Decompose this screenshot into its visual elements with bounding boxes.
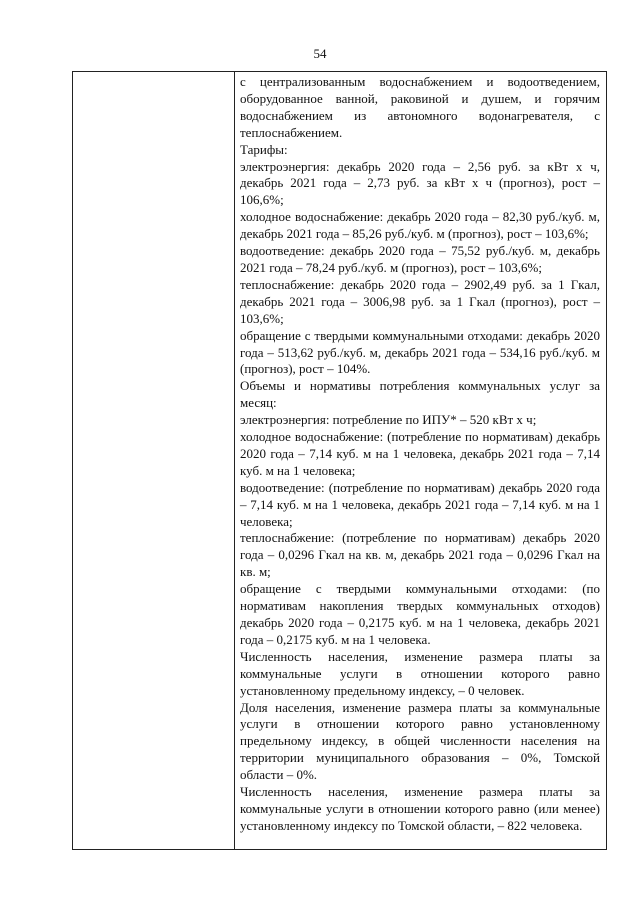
table-right-column [240,74,600,835]
paragraph-volume-cold-water: холодное водоснабжение: (потребление по нормативам) декабрь 2020 года – 7,14 куб. м на 1 человека, декабрь 2021 года – 7,14 куб. м на 1 человека; [240,429,600,478]
paragraph-volume-sewerage: водоотведение: (потребление по нормативам) декабрь 2020 года – 7,14 куб. м на 1 человека, декабрь 2021 года – 7,14 куб. м на 1 человека; [240,479,600,529]
paragraph-tariffs-heading: Тарифы: [240,141,288,157]
paragraph-tariff-heating: теплоснабжение: декабрь 2020 года – 2902,49 руб. за 1 Гкал, декабрь 2021 года – 3006,98 руб. за 1 Гкал (прогноз), рост – 103,6%; [240,276,600,326]
paragraph-tariff-cold-water: холодное водоснабжение: декабрь 2020 года – 82,30 руб./куб. м, декабрь 2021 года – 85,26 руб./куб. м (прогноз), рост – 103,6%; [240,209,600,242]
document-table [72,71,607,850]
paragraph-tariff-solid-waste: обращение с твердыми коммунальными отходами: декабрь 2020 года – 513,62 руб./куб. м, декабрь 2021 года – 534,16 руб./куб. м (прогноз), рост – 104%. [240,327,600,377]
table-left-column [73,72,235,849]
paragraph-volume-solid-waste: обращение с твердыми коммунальными отходами: (по нормативам накопления твердых коммунальных отходов) декабрь 2020 года – 0,2175 куб. м на 1 человека, декабрь 2021 года – 0,2175 куб. м на 1 человека. [240,581,600,647]
paragraph-tariff-electricity: электроэнергия: декабрь 2020 года – 2,56 руб. за кВт х ч, декабрь 2021 года – 2,73 руб. за кВт х ч (прогноз), рост – 106,6%; [240,158,600,208]
paragraph-supply-description: с централизованным водоснабжением и водоотведением, оборудованное ванной, раковиной и душем, и горячим водоснабжением из автономного водонагревателя, с теплоснабжением. [240,74,600,140]
page-number: 54 [313,46,327,61]
paragraph-population-at-limit: Численность населения, изменение размера платы за коммунальные услуги в отношении которого равно установленному предельному индексу, – 0 человек. [240,648,600,698]
paragraph-tariff-sewerage: водоотведение: декабрь 2020 года – 75,52 руб./куб. м, декабрь 2021 года – 78,24 руб./куб. м (прогноз), рост – 103,6%; [240,243,600,275]
paragraph-population-below-index: Численность населения, изменение размера платы за коммунальные услуги в отношении которого равно (или менее) установленному индексу по Томской области, – 822 человека. [240,784,600,833]
paragraph-population-share: Доля населения, изменение размера платы за коммунальные услуги в отношении которого равно установленному предельному индексу, в общей численности населения на территории муниципального образования – 0%, Томской области – 0%. [240,699,600,783]
paragraph-volume-heating: теплоснабжение: (потребление по нормативам) декабрь 2020 года – 0,0296 Гкал на кв. м, декабрь 2021 года – 0,0296 Гкал на кв. м; [240,530,600,580]
paragraph-volume-electricity: электроэнергия: потребление по ИПУ* – 520 кВт х ч; [240,412,537,428]
paragraph-volumes-heading: Объемы и нормативы потребления коммунальных услуг за месяц: [240,378,600,411]
